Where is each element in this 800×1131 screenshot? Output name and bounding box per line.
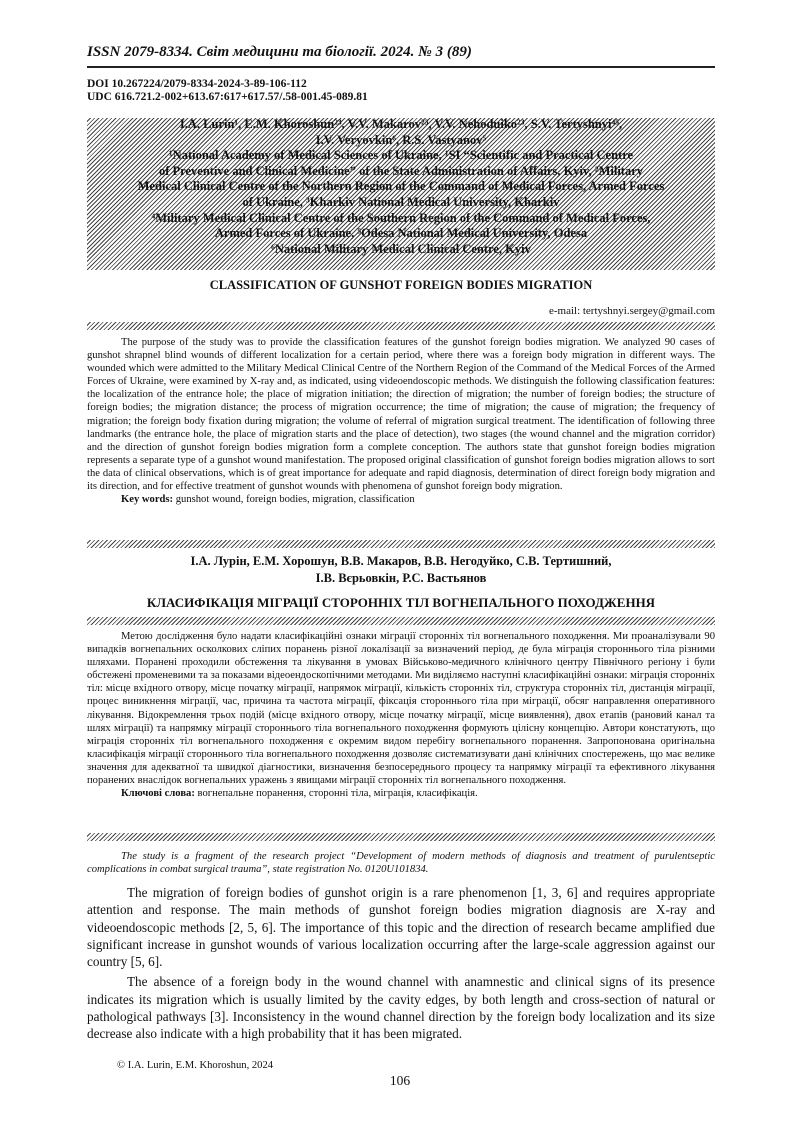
keywords-ua-label: Ключові слова:	[121, 788, 195, 800]
keywords-ua-text: вогнепальне поранення, сторонні тіла, міграція, класифікація.	[194, 788, 478, 800]
udc: UDC 616.721.2-002+613.67:617+617.57/.58-001.45-089.81	[87, 91, 368, 103]
affiliation-line: ⁶National Military Medical Clinical Centre, Kyiv	[271, 241, 531, 256]
journal-header: ISSN 2079-8334. Світ медицини та біології. 2024. № 3 (89)	[87, 44, 472, 60]
hatch-divider	[87, 540, 715, 548]
article-title-ua: КЛАСИФІКАЦІЯ МІГРАЦІЇ СТОРОННІХ ТІЛ ВОГНЕПАЛЬНОГО ПОХОДЖЕННЯ	[146, 595, 656, 610]
abstract-en-text: The purpose of the study was to provide the classification features of the gunshot foreign bodies migration. We analyzed 90 cases of gunshot shrapnel blind wounds of different localization for a certain period, where there was a foreign body migration in different ways. The wounded which were admitted to the Military Medical Clinical Centre of the Northern Region of the Command of the Medical Forces of the Armed Forces of Ukraine, were examined by X-ray and, as indicated, using videoendoscopic methods. We distinguish the following classification features: the localization of the entrance hole; the place of migration initiation; the direction of migration; the number of foreign bodies; the structure of foreign bodies; the migration distance; the process of migration occurrence; the time of migration; the cause of migration; the frequency of migration; the foreign body fixation during migration; the volume of referral of migration surgical treatment. The identification of following three landmarks (the entrance hole, the place of migration starts and the place of detection), two stages (the wound channel and the migration corridor) and the direction of gunshot foreign bodies migration form a complete conception. The authors state that gunshot foreign bodies migration represents a separate type of a gunshot wound manifestation. The proposed original classification of gunshot foreign bodies migration allows to sort the data of clinical observations, which is of great importance for adequate and rapid diagnosis, determination of direct foreign body migration and its direction, and for effective treatment of gunshot wounds with phenomena of gunshot foreign body migration.	[87, 337, 715, 493]
affiliation-line: Armed Forces of Ukraine, ⁵Odesa National Medical University, Odesa	[214, 226, 588, 241]
main-body	[87, 884, 715, 1046]
doi[interactable]: DOI 10.267224/2079-8334-2024-3-89-106-112	[87, 78, 307, 90]
authors-ua	[87, 553, 715, 587]
abstract-en	[87, 336, 715, 506]
body-paragraph: The migration of foreign bodies of gunshot origin is a rare phenomenon [1, 3, 6] and requires appropriate attention and response. The main methods of gunshot foreign bodies migration diagnosis are X-ray and videoendoscopic methods [2, 5, 6]. The importance of this topic and the direction of research became amplified due significant increase in gunshot wounds of various localization occurring after the large-scale aggression against our country [5, 6].	[87, 885, 715, 970]
abstract-ua-text: Метою дослідження було надати класифікаційні ознаки міграції сторонніх тіл вогнепального походження. Ми проаналізували 90 випадків вогнепальних осколкових сліпих поранень різної локалізації за визначений період, де була міграція стороннього тіла різними шляхами. Поранені проходили обстеження та лікування в умовах Військово-медичного клінічного центру Північного регіону і були обстежені променевими та за показами відеоендоскопічними методами. Ми виділяємо наступні класифікаційні ознаки: міграція сторонніх тіл: місце вхідного отвору, місце початку міграції, напрямок міграції, кількість сторонніх тіл, структура сторонніх тіл, дистанція міграції, процес виникнення міграції, час, причина та частота міграції, фіксація стороннього тіла при міграції, обсяг направлення оперативного лікування. Відокремлення трьох подій (місце вхідного отвору, місце початку міграції, місце виявлення), двох етапів (рановий канал та шлях міграції) та напрямку міграції стороннього тіла вогнепального походження формують цілісну концепцію. Автори констатують, що міграція сторонніх тіл вогнепального походження є окремим видом перебігу вогнепального поранення. Запропонована оригінальна класифікація міграції стороннього тіла вогнепального походження дозволяє систематизувати дані клінічних спостережень, що має велике значення для адекватної та швидкої діагностики, визначення безпосереднього процесу та напрямку міграції та ефективного лікування поранених внаслідок вогнепальних уражень з явищами міграції сторонніх тіл вогнепального походження.	[87, 631, 715, 787]
fragment-text: The study is a fragment of the research project “Development of modern methods of diagnosis and treatment of purulentseptic complications in combat surgical trauma”, state registration No. 0120U101834.	[87, 851, 715, 876]
keywords-ua	[87, 787, 715, 800]
copyright: © I.A. Lurin, E.M. Khoroshun, 2024	[117, 1060, 274, 1071]
article-title-en: CLASSIFICATION OF GUNSHOT FOREIGN BODIES MIGRATION	[209, 278, 593, 292]
authors-ua-line: І.А. Лурін, Е.М. Хорошун, В.В. Макаров, В.В. Негодуйко, С.В. Тертишний,	[190, 554, 612, 568]
affiliation-line: ¹National Academy of Medical Sciences of Ukraine, ¹SI “Scientific and Practical Centre	[168, 148, 634, 163]
keywords-en	[87, 493, 715, 506]
header-rule	[87, 66, 715, 68]
authors-block	[87, 117, 715, 257]
page-number: 106	[389, 1073, 411, 1088]
hatch-divider	[87, 833, 715, 841]
authors-line: I.A. Lurin¹, E.M. Khoroshun²³, V.V. Makarov²³, V.V. Nehoduiko²³, S.V. Tertyshnyi⁴⁵,	[179, 117, 623, 131]
affiliation-line: ⁴Military Medical Clinical Centre of the Southern Region of the Command of Medical Forces,	[151, 210, 651, 225]
hatch-divider	[87, 617, 715, 625]
keywords-label: Key words:	[121, 494, 174, 506]
research-project-note	[87, 850, 715, 876]
affiliation-line: of Ukraine, ³Kharkiv National Medical University, Kharkiv	[242, 194, 560, 209]
authors-ua-line: І.В. Вєрьовкін, Р.С. Вастьянов	[315, 571, 487, 585]
doi-block	[87, 78, 368, 104]
hatch-divider	[87, 322, 715, 330]
keywords-text: gunshot wound, foreign bodies, migration, classification	[173, 494, 415, 506]
contact-email[interactable]: e-mail: tertyshnyi.sergey@gmail.com	[548, 305, 715, 317]
body-paragraph: The absence of a foreign body in the wound channel with anamnestic and clinical signs of its presence indicates its migration which is usually limited by the cavity edges, by both length and cross-section of natural or pathological pathways [3]. Inconsistency in the wound channel direction by the foreign body localization and its size decrease also indicate with a high probability that it has been migrated.	[87, 974, 715, 1042]
affiliation-line: Medical Clinical Centre of the Northern Region of the Command of Medical Forces, Armed Forces	[137, 179, 665, 194]
authors-line: I.V. Veryovkin⁶, R.S. Vastyanov⁵	[315, 132, 487, 147]
affiliation-line: of Preventive and Clinical Medicine” of the State Administration of Affairs, Kyiv, ²Military	[158, 163, 644, 178]
abstract-ua	[87, 630, 715, 800]
